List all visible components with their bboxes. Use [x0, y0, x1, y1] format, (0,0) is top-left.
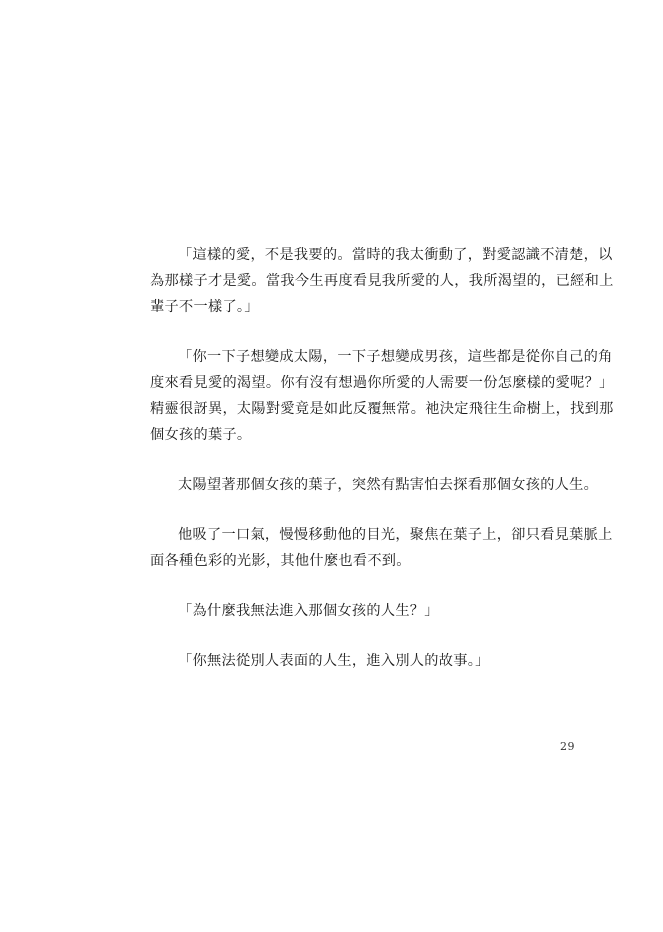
text-line: 精靈很訝異，太陽對愛竟是如此反覆無常。祂決定飛往生命樹上，找到那	[150, 401, 614, 417]
text-line: 度來看見愛的渴望。你有沒有想過你所愛的人需要一份怎麼樣的愛呢？」	[150, 375, 614, 391]
text-line: 他吸了一口氣，慢慢移動他的目光，聚焦在葉子上，卻只看見葉脈上	[178, 527, 613, 543]
text-line: 「你一下子想變成太陽，一下子想變成男孩，這些都是從你自己的角	[178, 349, 613, 365]
page-number: 29	[560, 740, 575, 753]
text-line: 「為什麼我無法進入那個女孩的人生？」	[178, 603, 439, 619]
paragraph-6	[150, 648, 583, 674]
text-line: 輩子不一樣了。」	[150, 299, 259, 315]
text-line: 為那樣子才是愛。當我今生再度看見我所愛的人，我所渴望的，已經和上	[150, 273, 614, 289]
paragraph-2	[150, 344, 614, 448]
paragraph-1	[150, 242, 614, 320]
paragraph-4	[150, 522, 613, 574]
text-line: 面各種色彩的光影，其他什麼也看不到。	[150, 553, 411, 569]
text-line: 太陽望著那個女孩的葉子，突然有點害怕去探看那個女孩的人生。	[178, 477, 599, 493]
paragraph-5	[150, 598, 583, 624]
text-line: 「你無法從別人表面的人生，進入別人的故事。」	[178, 653, 490, 669]
text-line: 個女孩的葉子。	[150, 427, 252, 443]
text-line: 「這樣的愛，不是我要的。當時的我太衝動了，對愛認識不清楚，以	[178, 247, 613, 263]
page-body	[150, 242, 614, 698]
paragraph-3	[150, 472, 599, 498]
